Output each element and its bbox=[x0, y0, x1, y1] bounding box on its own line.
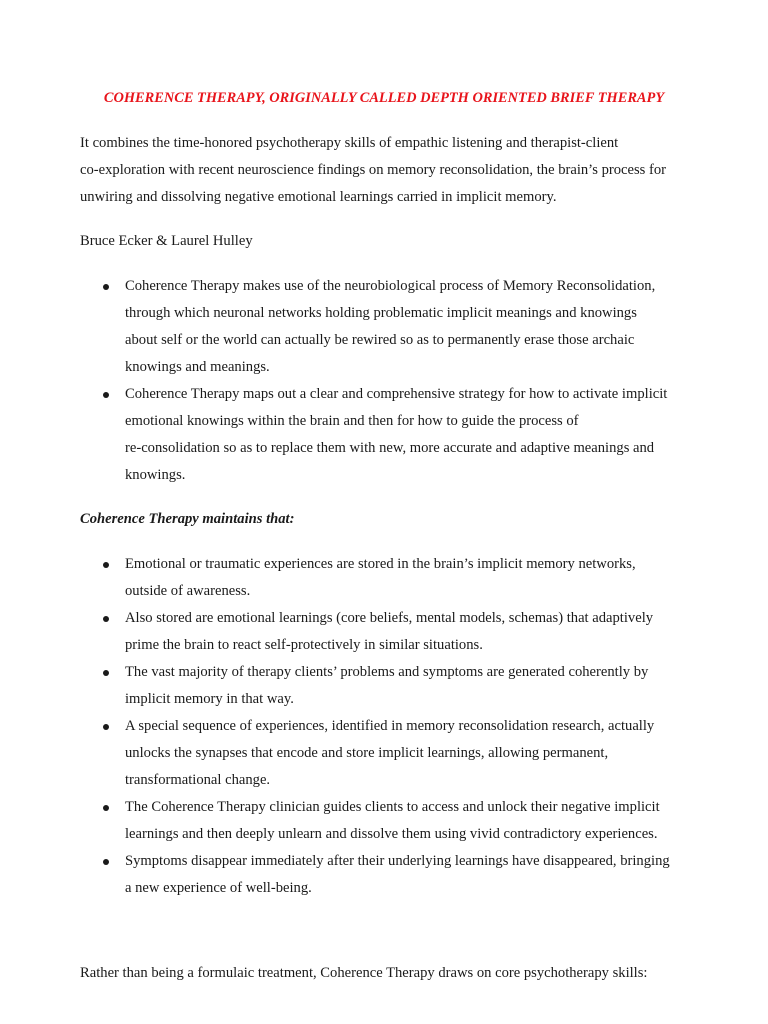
list-item bbox=[80, 794, 700, 848]
list-item-line: knowings. bbox=[125, 467, 186, 483]
list-item-line: learnings and then deeply unlearn and dissolve them using vivid contradictory experiences. bbox=[125, 826, 658, 842]
list-item-line: transformational change. bbox=[125, 772, 271, 788]
bullet-icon bbox=[103, 859, 109, 865]
intro-paragraph bbox=[80, 130, 700, 211]
list-item bbox=[80, 381, 700, 489]
intro-line: It combines the time-honored psychotherapy skills of empathic listening and therapist-client bbox=[80, 135, 619, 151]
first-bullet-list bbox=[80, 273, 700, 489]
list-item bbox=[80, 273, 700, 381]
list-item-line: Symptoms disappear immediately after their underlying learnings have disappeared, bringing bbox=[125, 853, 670, 869]
list-item-line: knowings and meanings. bbox=[125, 359, 270, 375]
list-item-line: Also stored are emotional learnings (core beliefs, mental models, schemas) that adaptively bbox=[125, 610, 654, 626]
list-item bbox=[80, 713, 700, 794]
bullet-icon bbox=[103, 616, 109, 622]
bullet-icon bbox=[103, 670, 109, 676]
closing-paragraph: Rather than being a formulaic treatment, Coherence Therapy draws on core psychotherapy skills: bbox=[80, 965, 648, 981]
list-item-line: emotional knowings within the brain and then for how to guide the process of bbox=[125, 413, 579, 429]
intro-line: unwiring and dissolving negative emotional learnings carried in implicit memory. bbox=[80, 189, 557, 205]
document-title: COHERENCE THERAPY, ORIGINALLY CALLED DEPTH ORIENTED BRIEF THERAPY bbox=[103, 90, 665, 106]
list-item-line: Coherence Therapy makes use of the neurobiological process of Memory Reconsolidation, bbox=[125, 278, 656, 294]
second-bullet-list bbox=[80, 551, 700, 902]
bullet-icon bbox=[103, 392, 109, 398]
authors-line: Bruce Ecker & Laurel Hulley bbox=[80, 233, 253, 249]
bullet-icon bbox=[103, 562, 109, 568]
list-item-line: A special sequence of experiences, identified in memory reconsolidation research, actually bbox=[125, 718, 655, 734]
bullet-icon bbox=[103, 724, 109, 730]
list-item-line: prime the brain to react self-protectively in similar situations. bbox=[125, 637, 483, 653]
list-item-line: Emotional or traumatic experiences are stored in the brain’s implicit memory networks, bbox=[125, 556, 636, 572]
bullet-icon bbox=[103, 284, 109, 290]
list-item-line: Coherence Therapy maps out a clear and comprehensive strategy for how to activate implicit bbox=[125, 386, 668, 402]
list-item-line: unlocks the synapses that encode and store implicit learnings, allowing permanent, bbox=[125, 745, 609, 761]
bullet-icon bbox=[103, 805, 109, 811]
list-item bbox=[80, 659, 700, 713]
list-item bbox=[80, 551, 700, 605]
section-subheading: Coherence Therapy maintains that: bbox=[80, 511, 295, 527]
list-item-line: The vast majority of therapy clients’ problems and symptoms are generated coherently by bbox=[125, 664, 649, 680]
list-item-line: outside of awareness. bbox=[125, 583, 251, 599]
list-item bbox=[80, 848, 700, 902]
list-item-line: a new experience of well-being. bbox=[125, 880, 312, 896]
list-item-line: through which neuronal networks holding problematic implicit meanings and knowings bbox=[125, 305, 637, 321]
intro-line: co-exploration with recent neuroscience findings on memory reconsolidation, the brain’s process for bbox=[80, 162, 667, 178]
list-item-line: The Coherence Therapy clinician guides clients to access and unlock their negative implicit bbox=[125, 799, 660, 815]
list-item bbox=[80, 605, 700, 659]
list-item-line: re-consolidation so as to replace them with new, more accurate and adaptive meanings and bbox=[125, 440, 655, 456]
list-item-line: about self or the world can actually be rewired so as to permanently erase those archaic bbox=[125, 332, 635, 348]
list-item-line: implicit memory in that way. bbox=[125, 691, 294, 707]
